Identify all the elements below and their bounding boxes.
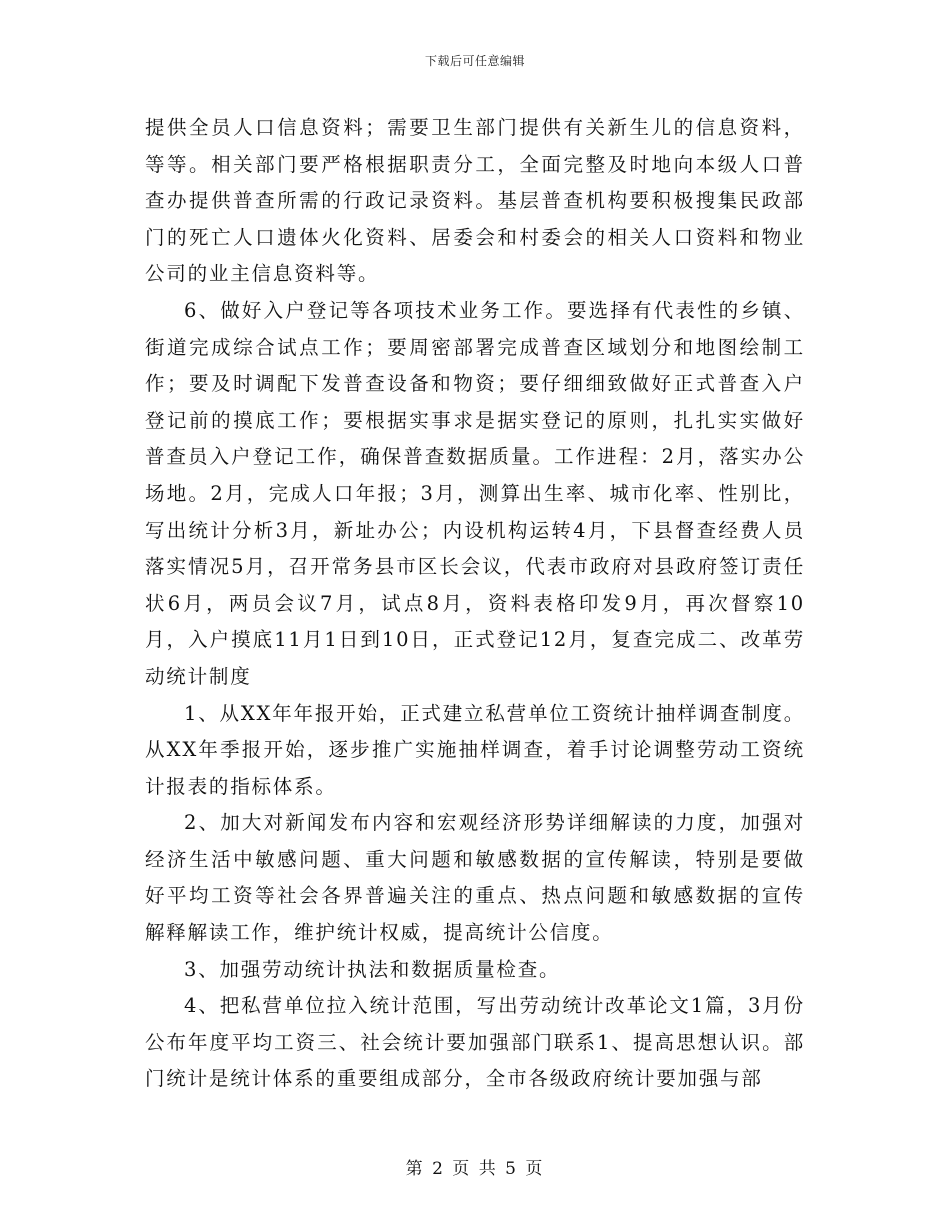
- page-header: 下载后可任意编辑: [424, 54, 525, 68]
- paragraph-5: 3、加强劳动统计执法和数据质量检查。: [184, 957, 561, 981]
- paragraph-3: 1、从XX年年报开始，正式建立私营单位工资统计抽样调查制度。从XX年季报开始，逐步推广实施抽样调查，着手讨论调整劳动工资统计报表的指标体系。: [145, 701, 805, 798]
- paragraph-4: 2、加大对新闻发布内容和宏观经济形势详细解读的力度，加强对经济生活中敏感问题、重大问题和敏感数据的宣传解读，特别是要做好平均工资等社会各界普遍关注的重点、热点问题和敏感数据的宣传解释解读工作，维护统计权威，提高统计公信度。: [145, 811, 805, 945]
- page-number: 第 2 页 共 5 页: [405, 1159, 545, 1179]
- paragraph-2: 6、做好入户登记等各项技术业务工作。要选择有代表性的乡镇、街道完成综合试点工作；要周密部署完成普查区域划分和地图绘制工作；要及时调配下发普查设备和物资；要仔细细致做好正式普查入户登记前的摸底工作；要根据实事求是据实登记的原则，扎扎实实做好普查员入户登记工作，确保普查数据质量。工作进程：2月，落实办公场地。2月，完成人口年报；3月，测算出生率、城市化率、性别比，写出统计分析3月，新址办公；内设机构运转4月，下县督查经费人员落实情况5月，召开常务县市区长会议，代表市政府对县政府签订责任状6月，两员会议7月，试点8月，资料表格印发9月，再次督察10月，入户摸底11月1日到10日，正式登记12月，复查完成二、改革劳动统计制度: [145, 298, 805, 688]
- paragraph-6: 4、把私营单位拉入统计范围，写出劳动统计改革论文1篇，3月份公布年度平均工资三、社会统计要加强部门联系1、提高思想认识。部门统计是统计体系的重要组成部分，全市各级政府统计要加强与部: [145, 994, 805, 1091]
- document-body: [145, 110, 805, 1098]
- paragraph-1: 提供全员人口信息资料；需要卫生部门提供有关新生儿的信息资料，等等。相关部门要严格根据职责分工，全面完整及时地向本级人口普查办提供普查所需的行政记录资料。基层普查机构要积极搜集民政部门的死亡人口遗体火化资料、居委会和村委会的相关人口资料和物业公司的业主信息资料等。: [145, 116, 805, 286]
